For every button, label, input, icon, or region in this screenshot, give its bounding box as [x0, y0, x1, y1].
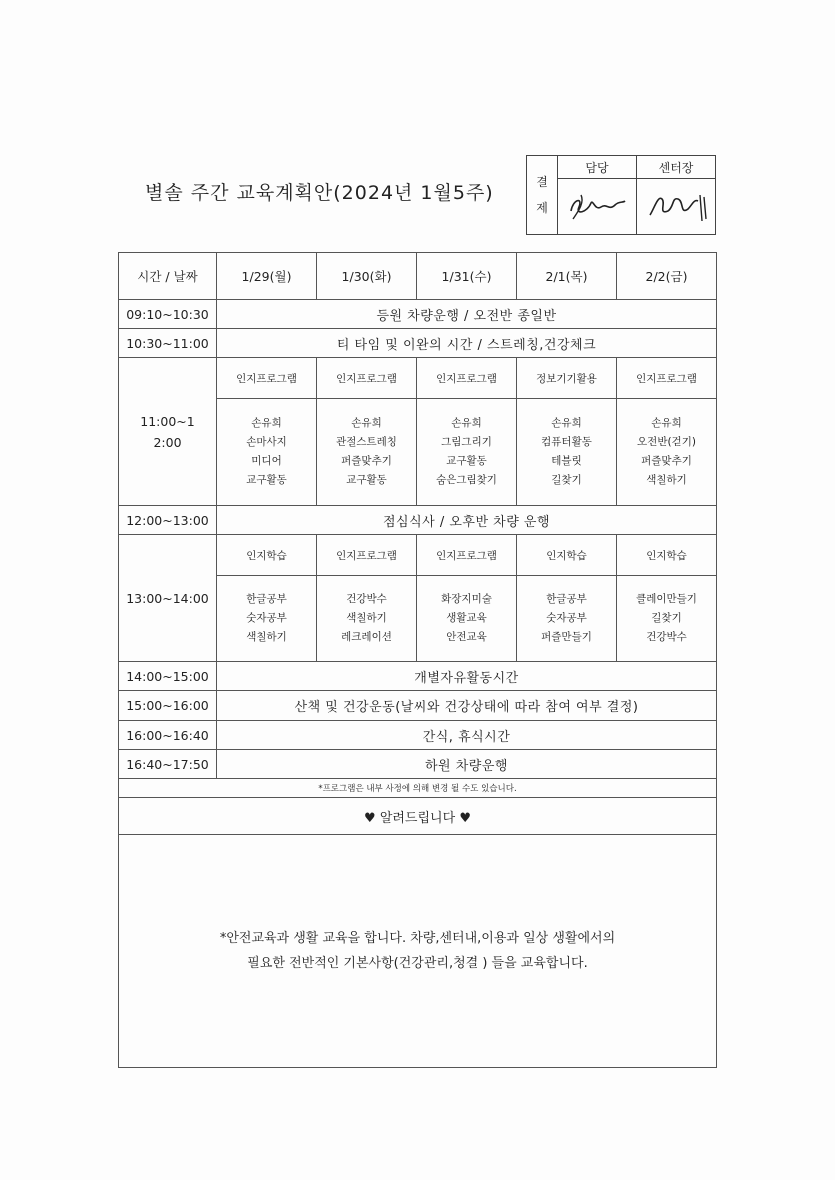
schedule-row [119, 691, 717, 721]
time-cell: 16:40~17:50 [119, 750, 217, 779]
time-cell: 16:00~16:40 [119, 721, 217, 750]
activity-cell: 티 타임 및 이완의 시간 / 스트레칭,건강체크 [217, 329, 717, 358]
approval-box [526, 155, 716, 235]
schedule-row [119, 300, 717, 329]
approval-col-manager: 담당 [558, 156, 637, 179]
activity-list: 한글공부 숫자공부 색칠하기 [217, 576, 317, 662]
activity-list: 손유희 컴퓨터활동 테블릿 길찾기 [517, 399, 617, 506]
approval-col-director: 센터장 [637, 156, 716, 179]
footnote: *프로그램은 내부 사정에 의해 변경 될 수도 있습니다. [119, 779, 717, 798]
notice-message: *안전교육과 생활 교육을 합니다. 차량,센터내,이용과 일상 생활에서의 필요한 전반적인 기본사항(건강관리,청결 ) 들을 교육합니다. [119, 835, 717, 1068]
schedule-row [119, 750, 717, 779]
header-label: 시간 / 날짜 [119, 253, 217, 300]
morning-program-row [119, 358, 717, 399]
program-cell: 인지프로그램 [617, 358, 717, 399]
day-header: 2/1(목) [517, 253, 617, 300]
director-signature [637, 179, 716, 235]
program-cell: 인지프로그램 [217, 358, 317, 399]
notice-row [119, 798, 717, 835]
page-title: 별솔 주간 교육계획안(2024년 1월5주) [145, 182, 494, 204]
activity-cell: 점심식사 / 오후반 차량 운행 [217, 506, 717, 535]
activity-cell: 하원 차량운행 [217, 750, 717, 779]
time-cell: 12:00~13:00 [119, 506, 217, 535]
time-cell: 11:00~1 2:00 [119, 358, 217, 506]
schedule-table [118, 252, 717, 1068]
notice-title: ♥ 알려드립니다 ♥ [119, 798, 717, 835]
schedule-row [119, 721, 717, 750]
footnote-row [119, 779, 717, 798]
activity-cell: 개별자유활동시간 [217, 662, 717, 691]
schedule-row [119, 329, 717, 358]
program-cell: 인지프로그램 [317, 535, 417, 576]
signature-icon [565, 185, 629, 225]
day-header: 1/31(수) [417, 253, 517, 300]
activity-list: 클레이만들기 길찾기 건강박수 [617, 576, 717, 662]
activity-list: 손유희 관절스트레칭 퍼즐맞추기 교구활동 [317, 399, 417, 506]
program-cell: 인지프로그램 [317, 358, 417, 399]
activity-list: 손유희 손마사지 미디어 교구활동 [217, 399, 317, 506]
activity-list: 손유희 그림그리기 교구활동 숨은그림찾기 [417, 399, 517, 506]
activity-cell: 등원 차량운행 / 오전반 종일반 [217, 300, 717, 329]
schedule-row [119, 662, 717, 691]
program-cell: 인지프로그램 [417, 358, 517, 399]
afternoon-program-row [119, 535, 717, 576]
time-cell: 13:00~14:00 [119, 535, 217, 662]
time-cell: 14:00~15:00 [119, 662, 217, 691]
program-cell: 인지학습 [217, 535, 317, 576]
time-cell: 15:00~16:00 [119, 691, 217, 721]
activity-cell: 간식, 휴식시간 [217, 721, 717, 750]
program-cell: 정보기기활용 [517, 358, 617, 399]
notice-message-row [119, 835, 717, 1068]
program-cell: 인지프로그램 [417, 535, 517, 576]
activity-list: 건강박수 색칠하기 레크레이션 [317, 576, 417, 662]
activity-list: 손유희 오전반(걷기) 퍼즐맞추기 색칠하기 [617, 399, 717, 506]
activity-list: 화장지미술 생활교육 안전교육 [417, 576, 517, 662]
program-cell: 인지학습 [617, 535, 717, 576]
signature-icon [644, 185, 708, 225]
approval-side-label: 결 제 [527, 156, 558, 235]
header-row [119, 253, 717, 300]
program-cell: 인지학습 [517, 535, 617, 576]
activity-cell: 산책 및 건강운동(날씨와 건강상태에 따라 참여 여부 결정) [217, 691, 717, 721]
time-cell: 10:30~11:00 [119, 329, 217, 358]
heart-icon: ♥ [364, 810, 376, 826]
schedule-row [119, 506, 717, 535]
heart-icon: ♥ [459, 810, 471, 826]
activity-list: 한글공부 숫자공부 퍼즐만들기 [517, 576, 617, 662]
manager-signature [558, 179, 637, 235]
time-cell: 09:10~10:30 [119, 300, 217, 329]
day-header: 1/29(월) [217, 253, 317, 300]
day-header: 1/30(화) [317, 253, 417, 300]
day-header: 2/2(금) [617, 253, 717, 300]
